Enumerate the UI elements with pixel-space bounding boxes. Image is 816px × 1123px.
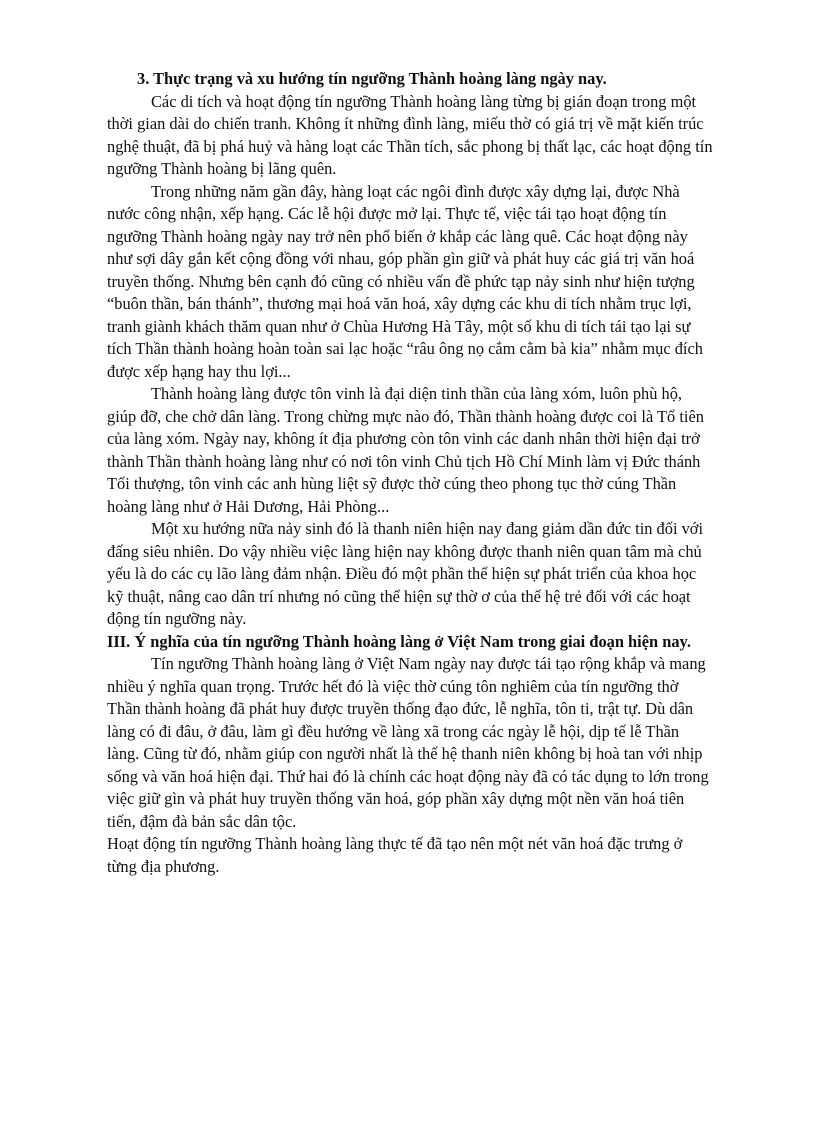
section-3-heading: 3. Thực trạng và xu hướng tín ngưỡng Thành hoàng làng ngày nay. — [137, 69, 607, 88]
document-page — [107, 68, 713, 878]
section-3-paragraph-2: Trong những năm gần đây, hàng loạt các ngôi đình được xây dựng lại, được Nhà nước công nhận, xếp hạng. Các lễ hội được mở lại. Thực tế, việc tái tạo hoạt động tín ngưỡng Thành hoàng ngày nay trở nên phổ biến ở khắp các làng quê. Các hoạt động này như sợi dây gắn kết cộng đồng với nhau, góp phần gìn giữ và phát huy các giá trị văn hoá truyền thống. Nhưng bên cạnh đó cũng có nhiều vấn đề phức tạp nảy sinh như hiện tượng “buôn thần, bán thánh”, thương mại hoá văn hoá, xây dựng các khu di tích nhằm trục lợi, tranh giành khách thăm quan như ở Chùa Hương Hà Tây, một số khu di tích tái tạo lại sự tích Thần thành hoàng hoàn toàn sai lạc hoặc “râu ông nọ cắm cằm bà kia” nhằm mục đích được xếp hạng hay thu lợi... — [107, 181, 703, 381]
section-iii-paragraph: Tín ngưỡng Thành hoàng làng ở Việt Nam ngày nay được tái tạo rộng khắp và mang nhiều ý nghĩa quan trọng. Trước hết đó là việc thờ cúng tôn nghiêm của tín ngưỡng thờ Thần thành hoàng đã phát huy được truyền thống đạo đức, lễ nghĩa, tôn ti, trật tự. Dù dân làng có đi đâu, ở đâu, làm gì đều hướng về làng xã trong các ngày lễ hội, dịp tế lễ Thần làng. Cũng từ đó, nhằm giúp con người nhất là thế hệ thanh niên không bị hoà tan với nhịp sống và văn hoá hiện đại. Thứ hai đó là chính các hoạt động này đã có tác dụng to lớn trong việc giữ gìn và phát huy truyền thống văn hoá, góp phần xây dựng một nền văn hoá tiên tiến, đậm đà bản sắc dân tộc. — [107, 654, 709, 831]
section-iii-heading: III. Ý nghĩa của tín ngưỡng Thành hoàng làng ở Việt Nam trong giai đoạn hiện nay. — [107, 631, 691, 651]
section-3-paragraph-3: Thành hoàng làng được tôn vinh là đại diện tinh thần của làng xóm, luôn phù hộ, giúp đỡ, che chở dân làng. Trong chừng mực nào đó, Thần thành hoàng được coi là Tổ tiên của làng xóm. Ngày nay, không ít địa phương còn tôn vinh các danh nhân thời hiện đại trở thành Thần thành hoàng làng như có nơi tôn vinh Chủ tịch Hồ Chí Minh làm vị Đức thánh Tối thượng, tôn vinh các anh hùng liệt sỹ được thờ cúng theo phong tục thờ cúng Thần hoàng làng như ở Hải Dương, Hải Phòng... — [107, 384, 704, 516]
section-iii-closing-paragraph: Hoạt động tín ngưỡng Thành hoàng làng thực tế đã tạo nên một nét văn hoá đặc trưng ở từng địa phương. — [107, 834, 683, 876]
section-3-paragraph-4: Một xu hướng nữa nảy sinh đó là thanh niên hiện nay đang giảm dần đức tin đối với đấng siêu nhiên. Do vậy nhiều việc làng hiện nay không được thanh niên quan tâm mà chủ yếu là do các cụ lão làng đảm nhận. Điều đó một phần thể hiện sự phát triển của khoa học kỹ thuật, nâng cao dân trí nhưng nó cũng thể hiện sự thờ ơ của thế hệ trẻ đối với các hoạt động tín ngưỡng này. — [107, 519, 704, 628]
section-3-paragraph-1: Các di tích và hoạt động tín ngưỡng Thành hoàng làng từng bị gián đoạn trong một thời gian dài do chiến tranh. Không ít những đình làng, miếu thờ có giá trị về mặt kiến trúc nghệ thuật, đã bị phá huỷ và hàng loạt các Thần tích, sắc phong bị thất lạc, các hoạt động tín ngưỡng Thành hoàng bị lãng quên. — [107, 91, 713, 178]
